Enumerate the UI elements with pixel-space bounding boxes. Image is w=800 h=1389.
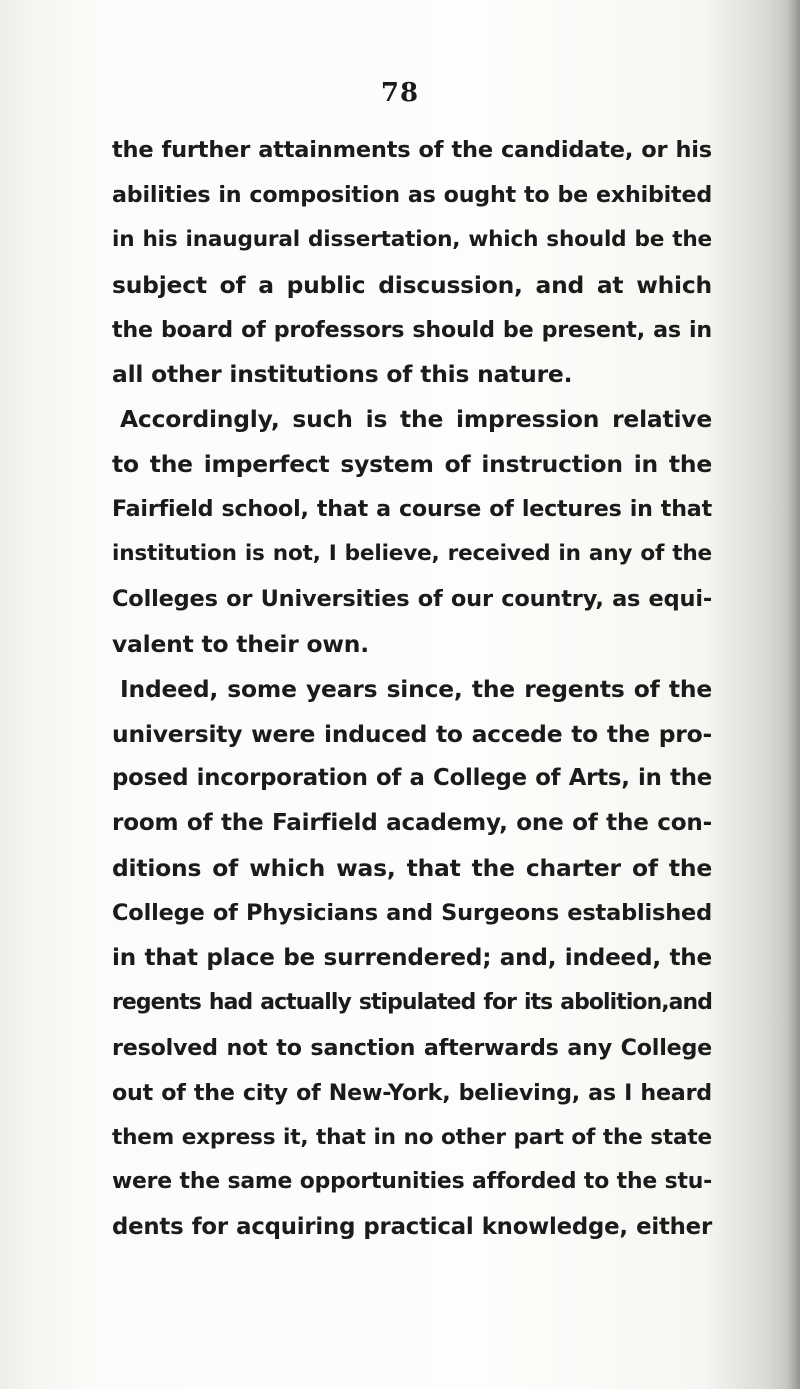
text-line: were the same opportunities afforded to the stu- [112,1169,712,1195]
text-line: in that place be surrendered; and, indeed, the [112,945,712,972]
text-line: Accordingly, such is the impression relative [120,405,712,434]
text-line: dents for acquiring practical knowledge, either [112,1214,712,1241]
page-number: 78 [380,78,420,108]
body-text [112,128,712,1250]
text-line: ditions of which was, that the charter of the [112,854,712,883]
text-line: to the imperfect system of instruction in the [112,450,712,479]
text-line: the further attainments of the candidate, or his [112,137,712,163]
text-line: Colleges or Universities of our country, as equi- [112,585,712,612]
text-line: all other institutions of this nature. [112,360,573,389]
text-line: the board of professors should be present, as in [112,316,712,343]
text-line: Indeed, some years since, the regents of the [120,674,712,703]
text-line: posed incorporation of a College of Arts, in the [112,765,712,792]
text-line: College of Physicians and Surgeons established [112,900,712,927]
text-line: them express it, that in no other part of the state [112,1124,712,1150]
text-line: university were induced to accede to the pro- [112,719,712,748]
text-line: out of the city of New-York, believing, as I heard [112,1079,712,1106]
text-line: resolved not to sanction afterwards any College [112,1034,712,1061]
text-line: room of the Fairfield academy, one of the con- [112,810,712,837]
text-line: regents had actually stipulated for its abolition,and [112,989,712,1015]
text-line: Fairfield school, that a course of lectures in that [112,496,712,523]
page-edge-shadow [786,0,800,1389]
text-line: abilities in composition as ought to be exhibited [112,181,712,208]
text-line: institution is not, I believe, received in any of the [112,541,712,567]
text-line: in his inaugural dissertation, which should be the [112,226,712,252]
text-line: subject of a public discussion, and at which [112,270,712,299]
text-line: valent to their own. [112,629,369,658]
